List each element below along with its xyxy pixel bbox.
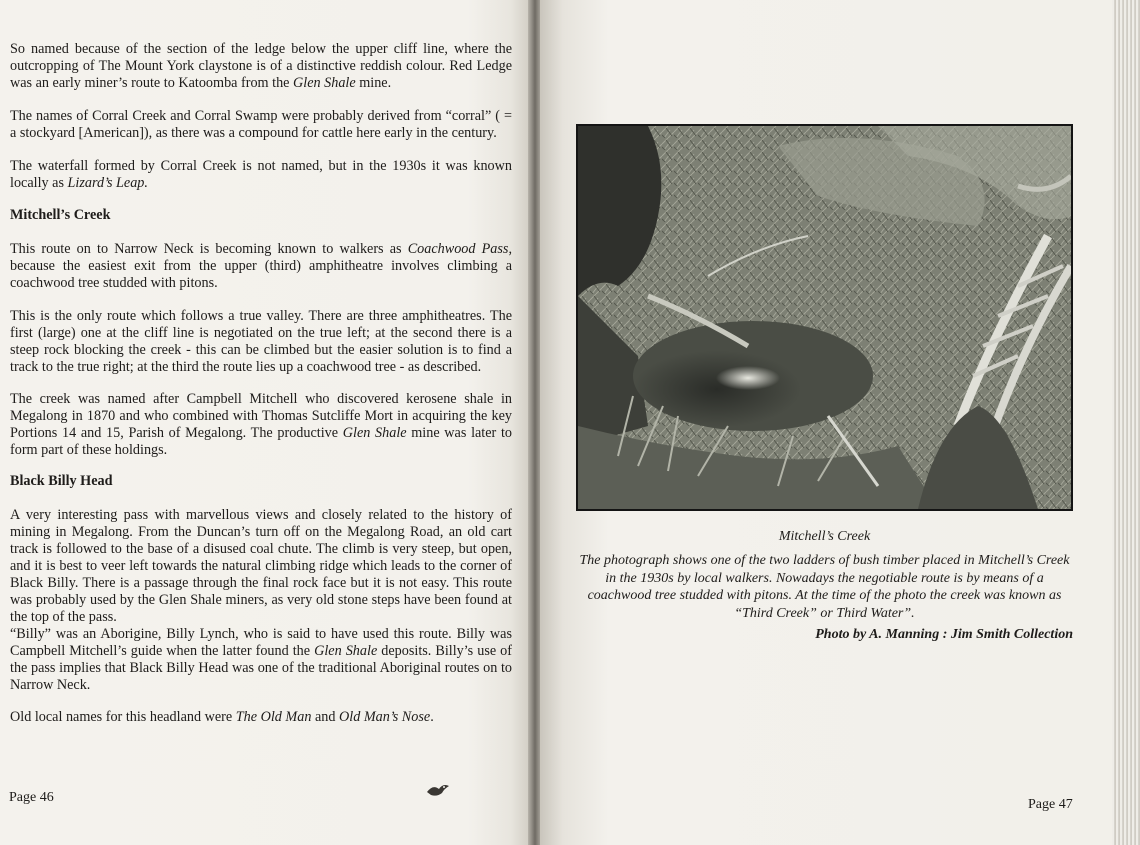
black-billy-paragraph-3: Old local names for this headland were The Old Man and Old Man’s Nose. xyxy=(10,709,434,725)
page-number-right: Page 47 xyxy=(1028,797,1073,812)
black-billy-paragraph-2: “Billy” was an Aborigine, Billy Lynch, who is said to have used this route. Billy was Campbell Mitchell’s guide when the latter found the Glen Shale deposits. Billy’s use of the pass implies that Black Billy Head was one of the traditional Aboriginal routes on to Narrow Neck. xyxy=(10,626,512,693)
black-billy-head-heading: Black Billy Head xyxy=(10,473,113,489)
lizards-leap-paragraph: The waterfall formed by Corral Creek is not named, but in the 1930s it was known locally as Lizard’s Leap. xyxy=(10,158,512,191)
mitchells-creek-heading: Mitchell’s Creek xyxy=(10,207,111,223)
page-edges xyxy=(1112,0,1140,845)
photo-credit: Photo by A. Manning : Jim Smith Collection xyxy=(815,627,1073,642)
page-number-left: Page 46 xyxy=(9,790,54,805)
red-ledge-paragraph: So named because of the section of the ledge below the upper cliff line, where the outcropping of The Mount York claystone is of a distinctive reddish colour. Red Ledge was an early miner’s route to Katoomba from the Glen Shale mine. xyxy=(10,41,512,91)
mitchells-creek-paragraph-2: This is the only route which follows a true valley. There are three amphitheatres. The first (large) one at the cliff line is negotiated on the true left; at the second there is a steep rock blocking the creek - this can be climbed but the easier solution is to find a track to the true right; at the third the route lies up a coachwood tree - as described. xyxy=(10,308,512,375)
black-billy-paragraph-1: A very interesting pass with marvellous views and closely related to the history of mining in Megalong. From the Duncan’s turn off on the Megalong Road, an old cart track is followed to the base of a disused coal chute. The climb is very steep, but open, and it is best to veer left towards the natural climbing ridge which leads to the corner of Black Billy. There is a passage through the final rock face but it is not easy. This route was probably used by the Glen Shale miners, as very old stone steps have been found at the top of the pass. xyxy=(10,507,512,625)
corral-creek-paragraph: The names of Corral Creek and Corral Swamp were probably derived from “corral” ( = a stockyard [American]), as there was a compound for cattle here early in the century. xyxy=(10,108,512,141)
mitchells-creek-photograph xyxy=(576,124,1073,511)
photo-title: Mitchell’s Creek xyxy=(778,529,871,544)
bird-ornament-icon xyxy=(425,780,451,800)
mitchells-creek-paragraph-1: This route on to Narrow Neck is becoming known to walkers as Coachwood Pass, because the easiest exit from the upper (third) amphitheatre involves climbing a coachwood tree studded with pitons. xyxy=(10,241,512,291)
mitchells-creek-paragraph-3: The creek was named after Campbell Mitchell who discovered kerosene shale in Megalong in 1870 and who combined with Thomas Sutcliffe Mort in acquiring the key Portions 14 and 15, Parish of Megalong. The productive Glen Shale mine was later to form part of these holdings. xyxy=(10,391,512,458)
left-page xyxy=(0,0,532,845)
photo-caption: The photograph shows one of the two ladders of bush timber placed in Mitchell’s Creek in the 1930s by local walkers. Nowadays the negotiable route is by means of a coachwood tree studded with pitons. At the time of the photo the creek was known as “Third Creek” or Third Water”. xyxy=(579,553,1070,621)
